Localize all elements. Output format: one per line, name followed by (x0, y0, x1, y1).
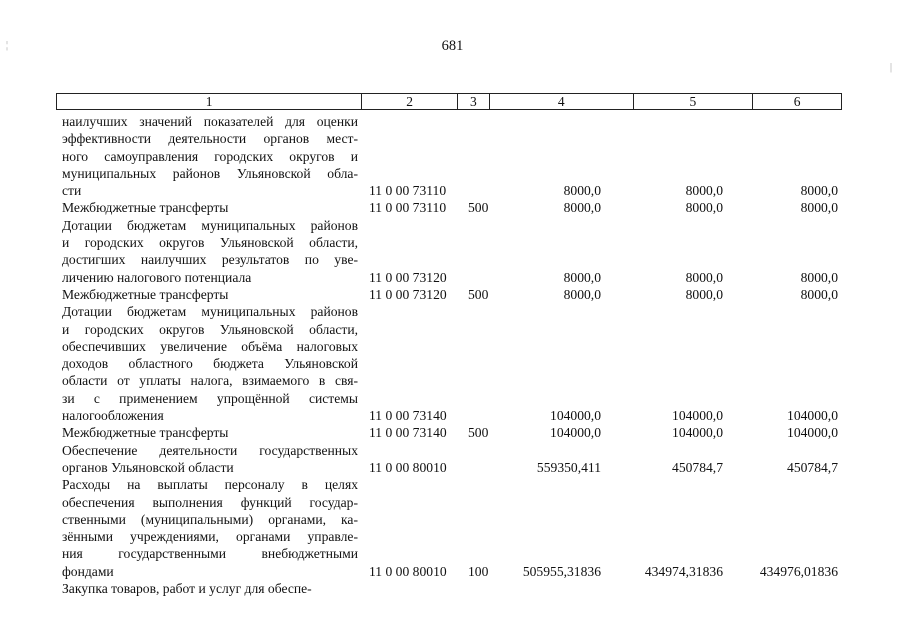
row-code: 11 0 00 73120 (369, 269, 447, 285)
page-number: 681 (441, 38, 464, 54)
description-line: сти (62, 183, 82, 199)
description-line: Обеспечение деятельности государственных (62, 442, 358, 458)
header-col-5: 5 (634, 94, 754, 109)
header-col-2: 2 (362, 94, 458, 109)
description-line: налогообложения (62, 408, 164, 424)
row-code: 11 0 00 73120 (369, 286, 447, 302)
row-code: 11 0 00 80010 (369, 563, 447, 579)
row-value-col4: 8000,0 (563, 183, 601, 199)
row-value-col5: 8000,0 (685, 200, 723, 216)
row-description (62, 424, 358, 441)
description-line: достигших наилучших результатов по уве- (62, 252, 358, 268)
header-col-1: 1 (57, 94, 362, 109)
row-expense-type: 500 (468, 286, 489, 302)
description-line: обеспечивших увеличение объёма налоговых (62, 338, 358, 354)
row-value-col6: 450784,7 (787, 459, 838, 475)
description-line: доходов областного бюджета Ульяновской (62, 356, 358, 372)
row-value-col4: 559350,411 (536, 459, 601, 475)
description-line: Межбюджетные трансферты (62, 425, 229, 441)
row-value-col5: 8000,0 (685, 286, 723, 302)
scan-mark: ¦ (6, 40, 9, 51)
description-line: области от уплаты налога, взимаемого в свя- (62, 373, 358, 389)
description-line: фондами (62, 563, 114, 579)
description-line: зёнными учреждениями, органами управле- (62, 529, 358, 545)
row-value-col4: 8000,0 (563, 286, 601, 302)
row-code: 11 0 00 80010 (369, 459, 447, 475)
description-line: личению налогового потенциала (62, 269, 252, 285)
description-line: Дотации бюджетам муниципальных районов (62, 304, 358, 320)
table-row (0, 303, 905, 424)
row-value-col6: 8000,0 (800, 269, 838, 285)
row-value-col6: 8000,0 (800, 183, 838, 199)
description-line: наилучших значений показателей для оценки (62, 114, 358, 129)
row-description (62, 113, 358, 199)
table-row (0, 113, 905, 199)
row-description (62, 217, 358, 286)
row-value-col6: 434976,01836 (759, 563, 838, 579)
scan-mark: | (890, 62, 893, 73)
row-expense-type: 500 (468, 425, 489, 441)
table-body (0, 113, 905, 597)
header-col-3: 3 (458, 94, 490, 109)
description-line: органов Ульяновской области (62, 459, 234, 475)
row-value-col4: 104000,0 (550, 408, 601, 424)
description-line: Расходы на выплаты персоналу в целях (62, 477, 358, 493)
row-description (62, 199, 358, 216)
row-description (62, 580, 358, 597)
row-value-col5: 434974,31836 (644, 563, 723, 579)
description-line: зи с применением упрощённой системы (62, 390, 358, 406)
row-value-col5: 8000,0 (685, 269, 723, 285)
row-value-col5: 104000,0 (672, 425, 723, 441)
row-value-col5: 450784,7 (672, 459, 723, 475)
description-line: ния государственными внебюджетными (62, 546, 358, 562)
row-value-col6: 104000,0 (787, 408, 838, 424)
description-line: и городских округов Ульяновской области, (62, 321, 358, 337)
description-line: эффективности деятельности органов мест- (62, 131, 358, 147)
description-line: Межбюджетные трансферты (62, 200, 229, 216)
row-description (62, 476, 358, 580)
description-line: ного самоуправления городских округов и (62, 148, 358, 164)
table-row (0, 217, 905, 286)
row-value-col4: 8000,0 (563, 269, 601, 285)
table-header (56, 93, 842, 110)
row-value-col5: 8000,0 (685, 183, 723, 199)
row-description (62, 286, 358, 303)
description-line: и городских округов Ульяновской области, (62, 235, 358, 251)
description-line: ственными (муниципальными) органами, ка- (62, 511, 358, 527)
header-col-6: 6 (793, 94, 801, 109)
row-expense-type: 100 (468, 563, 489, 579)
table-row (0, 199, 905, 216)
description-line: муниципальных районов Ульяновской обла- (62, 165, 358, 181)
description-line: Закупка товаров, работ и услуг для обеспе- (62, 581, 312, 597)
description-line: обеспечения выполнения функций государ- (62, 494, 358, 510)
row-description (62, 303, 358, 424)
header-col-4: 4 (490, 94, 634, 109)
row-value-col6: 8000,0 (800, 286, 838, 302)
table-row (0, 286, 905, 303)
row-code: 11 0 00 73140 (369, 408, 447, 424)
description-line: Межбюджетные трансферты (62, 286, 229, 302)
row-value-col6: 104000,0 (787, 425, 838, 441)
table-row (0, 580, 905, 597)
row-value-col4: 104000,0 (550, 425, 601, 441)
table-row (0, 476, 905, 580)
row-description (62, 442, 358, 477)
row-value-col4: 505955,31836 (522, 563, 601, 579)
row-value-col5: 104000,0 (672, 408, 723, 424)
table-row (0, 424, 905, 441)
table-row (0, 442, 905, 477)
row-value-col6: 8000,0 (800, 200, 838, 216)
row-code: 11 0 00 73110 (369, 183, 447, 199)
row-expense-type: 500 (468, 200, 489, 216)
description-line: Дотации бюджетам муниципальных районов (62, 217, 358, 233)
row-code: 11 0 00 73110 (369, 200, 447, 216)
row-code: 11 0 00 73140 (369, 425, 447, 441)
row-value-col4: 8000,0 (563, 200, 601, 216)
